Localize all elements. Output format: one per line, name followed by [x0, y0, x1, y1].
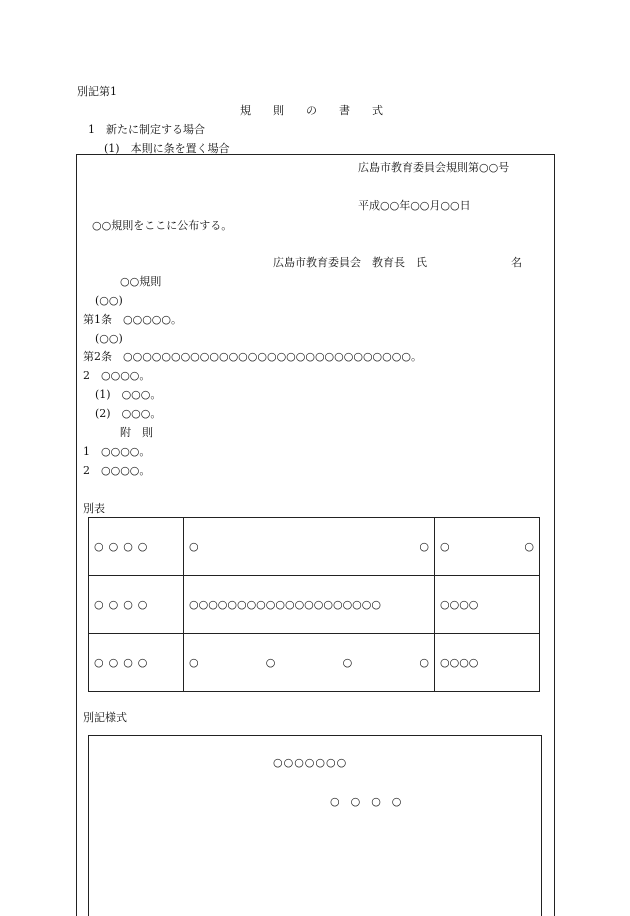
regulation-title: ○○規則 [120, 275, 162, 288]
article-caption: (○○) [95, 294, 123, 307]
table-cell: ○○○○○○○○○○○○○○○○○○○○ [184, 576, 435, 634]
table-row [89, 518, 540, 576]
table-cell [435, 518, 540, 576]
table-cell: ○○○○ [435, 576, 540, 634]
cell-text: ○ [265, 656, 276, 669]
form-heading: ○○○○○○○ [273, 756, 348, 769]
cell-text: ○ [342, 656, 353, 669]
table-cell [184, 518, 435, 576]
table-cell [184, 634, 435, 692]
cell-text: ○ [419, 540, 429, 553]
article-caption: (○○) [95, 332, 123, 345]
form-line: ○ ○ ○ ○ [330, 795, 402, 808]
supplementary-heading: 附 則 [120, 426, 153, 439]
table-cell: ○○○○ [89, 576, 184, 634]
paragraph-2: 2 ○○○○。 [83, 369, 151, 382]
form-label: 別記様式 [83, 711, 127, 724]
table-cell: ○○○○ [89, 518, 184, 576]
item-1: (1) ○○○。 [95, 388, 162, 401]
cell-text: ○ [419, 656, 429, 669]
signatory-name: 名 [511, 256, 522, 269]
table-cell: ○○○○ [435, 634, 540, 692]
table-cell: ○○○○ [89, 634, 184, 692]
supplementary-1: 1 ○○○○。 [83, 445, 151, 458]
section-heading: 1 新たに制定する場合 [88, 123, 205, 136]
cell-text: ○ [189, 540, 199, 553]
table-row [89, 576, 540, 634]
regulation-number: 広島市教育委員会規則第○○号 [358, 161, 510, 174]
article-1: 第1条 ○○○○○。 [83, 313, 182, 326]
table-row [89, 634, 540, 692]
signatory: 広島市教育委員会 教育長 氏 [273, 256, 427, 269]
cell-text: ○ [524, 540, 534, 553]
promulgation-text: ○○規則をここに公布する。 [92, 219, 233, 232]
cell-text: ○ [189, 656, 199, 669]
cell-text: ○ [440, 540, 450, 553]
article-2: 第2条 ○○○○○○○○○○○○○○○○○○○○○○○○○○○○○○。 [83, 350, 422, 363]
document-title: 規 則 の 書 式 [240, 104, 383, 117]
subsection-heading: (1) 本則に条を置く場合 [104, 142, 230, 155]
item-2: (2) ○○○。 [95, 407, 162, 420]
supplementary-2: 2 ○○○○。 [83, 464, 151, 477]
appended-table [88, 517, 540, 692]
table-label: 別表 [83, 502, 105, 515]
regulation-date: 平成○○年○○月○○日 [358, 199, 471, 212]
attachment-label: 別記第1 [77, 85, 117, 98]
